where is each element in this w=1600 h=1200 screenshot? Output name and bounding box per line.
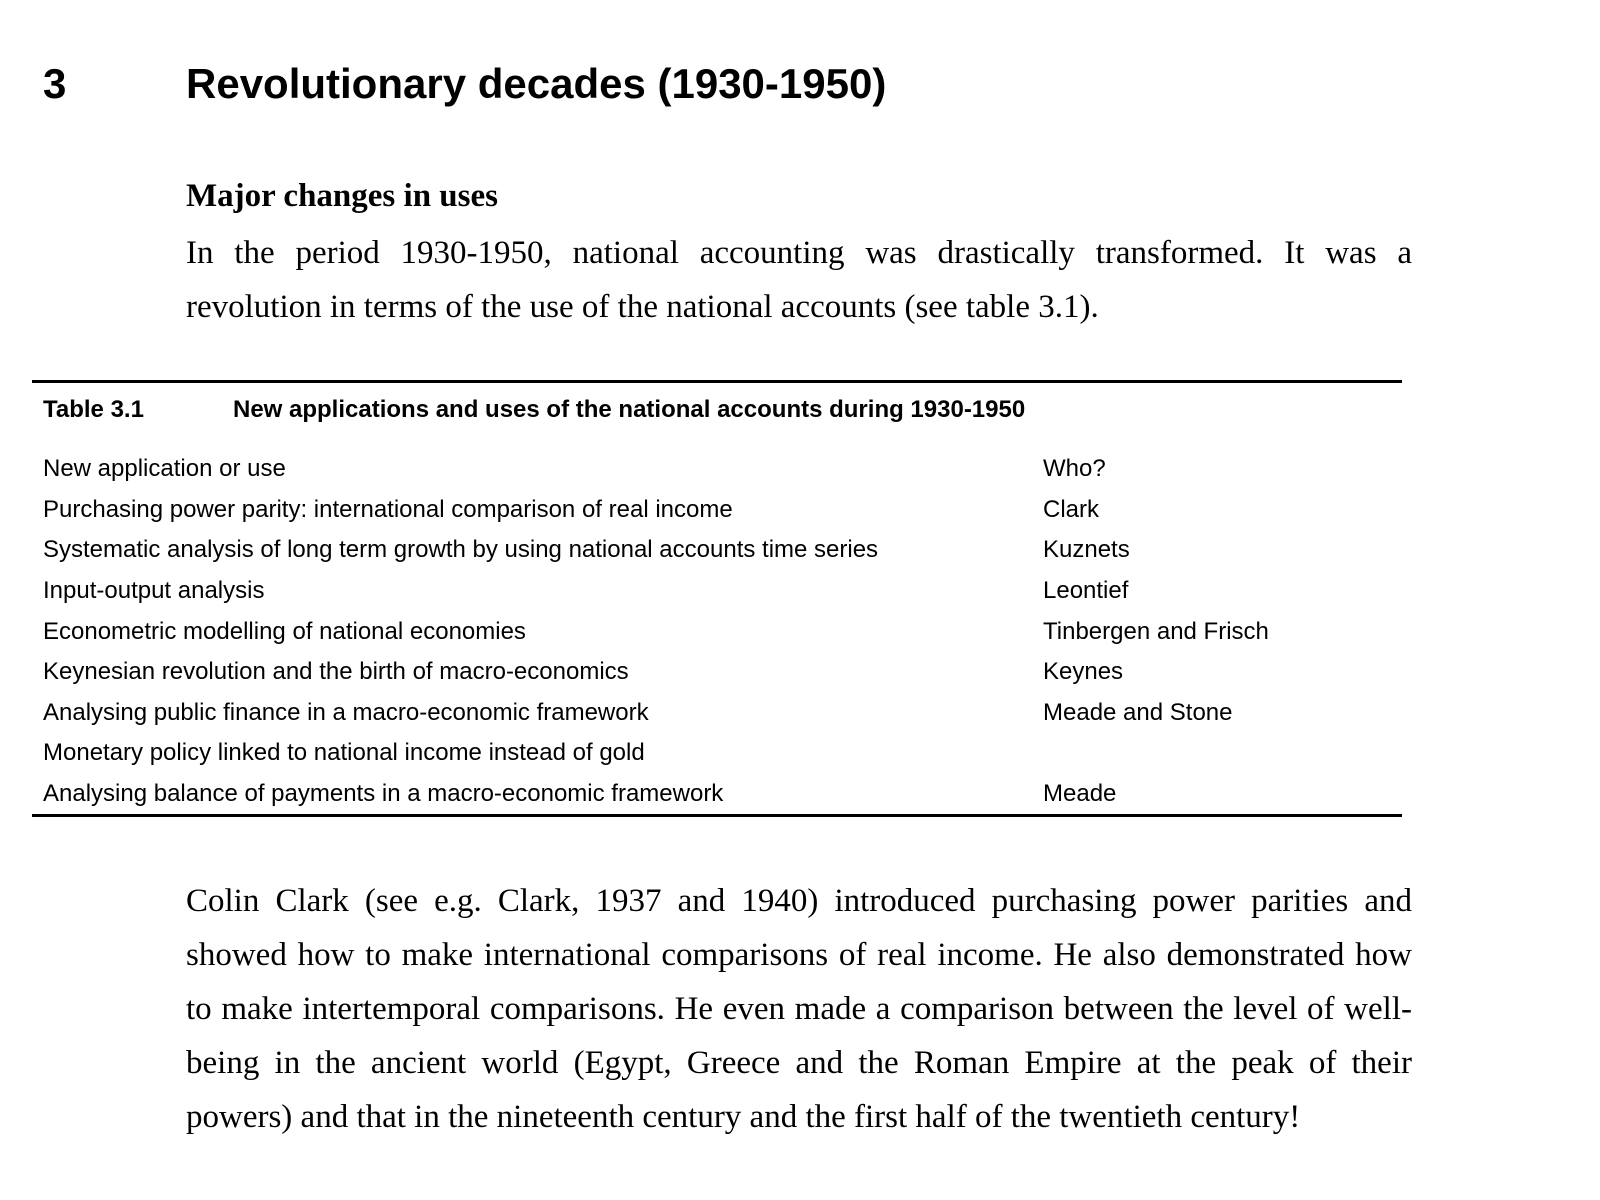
chapter-number: 3 <box>43 60 67 107</box>
cell-use: Econometric modelling of national economies <box>43 617 526 645</box>
table-row <box>32 733 1402 774</box>
cell-who: Meade <box>1043 780 1117 808</box>
chapter-title: Revolutionary decades (1930-1950) <box>186 60 887 107</box>
cell-use: Purchasing power parity: international comparison of real income <box>43 495 733 523</box>
intro-paragraph: In the period 1930-1950, national accounting was drastically transformed. It was a revolution in terms of the use of the national accounts (see table 3.1). <box>186 235 1412 325</box>
table-row <box>32 571 1402 612</box>
cell-use: Monetary policy linked to national income instead of gold <box>43 739 645 767</box>
cell-who <box>1043 733 1402 774</box>
table-row <box>32 611 1402 652</box>
section-heading: Major changes in uses <box>186 178 498 214</box>
cell-who: Kuznets <box>1043 536 1130 564</box>
table-label: Table 3.1 <box>43 396 144 423</box>
cell-use: Keynesian revolution and the birth of macro-economics <box>43 658 629 686</box>
cell-use: Analysing balance of payments in a macro-economic framework <box>43 780 724 808</box>
table-title: New applications and uses of the national accounts during 1930-1950 <box>233 396 1026 423</box>
cell-who: Keynes <box>1043 658 1124 686</box>
table-row <box>32 490 1402 531</box>
cell-who: Meade and Stone <box>1043 698 1233 726</box>
cell-use: Analysing public finance in a macro-economic framework <box>43 698 649 726</box>
header-use: New application or use <box>43 455 286 483</box>
table-caption <box>32 383 1402 439</box>
applications-table <box>32 380 1402 817</box>
cell-who: Tinbergen and Frisch <box>1043 617 1269 645</box>
table-header-row <box>32 449 1402 490</box>
table-row <box>32 774 1402 815</box>
table-row <box>32 693 1402 734</box>
table-body <box>32 449 1402 814</box>
table-row <box>32 530 1402 571</box>
cell-who: Leontief <box>1043 577 1129 605</box>
header-who: Who? <box>1043 455 1106 483</box>
cell-use: Input-output analysis <box>43 577 265 605</box>
cell-use: Systematic analysis of long term growth by using national accounts time series <box>43 536 879 564</box>
clark-paragraph: Colin Clark (see e.g. Clark, 1937 and 1940) introduced purchasing power parities and showed how to make international comparisons of real income. He also demonstrated how to make intertemporal comparisons. He even made a comparison between the level of well-being in the ancient world (Egypt, Greece and the Roman Empire at the peak of their powers) and that in the nineteenth century and the first half of the twentieth century! <box>186 883 1412 1135</box>
cell-who: Clark <box>1043 495 1100 523</box>
table-row <box>32 652 1402 693</box>
